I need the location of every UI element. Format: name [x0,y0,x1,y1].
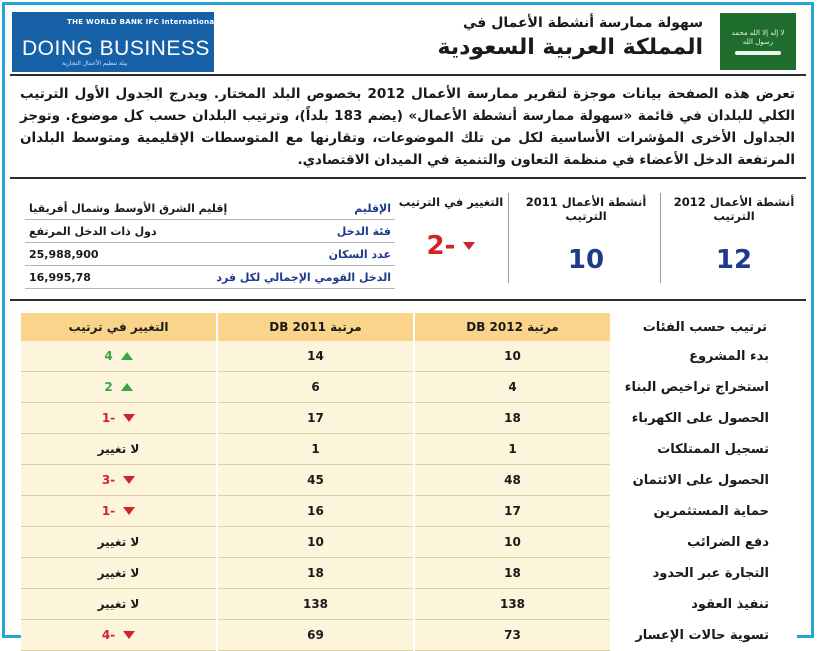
db2012-rank-cell: 138 [414,589,610,620]
category-cell: تنفيذ العقود [610,589,797,620]
rank-change-cell [21,465,217,496]
category-cell: استخراج تراخيص البناء [610,372,797,403]
table-header-row [21,313,797,341]
doing-business-logo [12,12,306,72]
db2011-rank-cell: 17 [217,403,414,434]
logo-top-line: THE WORLD BANK IFC International Finance Corporation [67,18,306,26]
rank-change-cell [21,620,217,651]
arrow-down-icon [123,476,135,484]
rank-change-box [397,195,505,289]
column-header-change: التغيير في ترتيب [21,313,217,341]
rank-change-value: لا تغيير [97,535,140,549]
rank-change-cell [21,527,217,558]
table-row [21,620,797,651]
saudi-flag-icon [720,13,796,70]
arrow-up-icon [121,352,133,360]
logo-tagline: بيئة تنظيم الأعمال التجارية [62,60,128,67]
region-info [25,197,395,289]
rank-change-wrap [98,535,140,549]
column-header-category: ترتيب حسب الفئات [610,313,797,341]
rank-change-value: لا تغيير [97,442,140,456]
flag-sword [735,51,781,55]
rankings-table [21,313,797,651]
category-cell: تسوية حالات الإعسار [610,620,797,651]
db2012-rank-cell: 48 [414,465,610,496]
arrow-down-icon [463,242,475,250]
db2011-rank-cell: 16 [217,496,414,527]
rank-change-wrap [98,442,140,456]
db2011-rank-cell: 14 [217,341,414,372]
region-value: 25,988,900 [29,247,99,261]
rank-change-cell [21,341,217,372]
region-value: إقليم الشرق الأوسط وشمال أفريقيا [29,201,228,215]
region-key: فئة الدخل [336,224,391,238]
region-key: الإقليم [354,201,391,215]
region-key: الدخل القومي الإجمالي لكل فرد [216,270,391,284]
table-row [21,558,797,589]
category-cell: بدء المشروع [610,341,797,372]
table-row [21,372,797,403]
rank-change-wrap [98,566,140,580]
db2011-rank-cell: 10 [217,527,414,558]
rank-change-cell [21,558,217,589]
rank-change-wrap [104,380,132,394]
region-row [25,243,395,266]
db2011-rank-cell: 69 [217,620,414,651]
category-cell: الحصول على الائتمان [610,465,797,496]
db2012-rank-cell: 17 [414,496,610,527]
rank-change-value: 4 [104,349,113,363]
category-cell: حماية المستثمرين [610,496,797,527]
region-row [25,266,395,289]
rank-2011-value: 10 [567,245,605,275]
arrow-down-icon [123,631,135,639]
rank-change-value: لا تغيير [97,566,140,580]
header-divider [10,74,806,76]
summary-panel [5,185,811,295]
arrow-down-icon [123,507,135,515]
category-cell: الحصول على الكهرباء [610,403,797,434]
table-row [21,434,797,465]
rank-change-value: 4- [101,628,116,642]
db2012-rank-cell: 4 [414,372,610,403]
db2011-rank-cell: 18 [217,558,414,589]
rank-change-value: 2- [426,231,456,261]
rank-2012-value: 12 [715,245,753,275]
rank-change-wrap [98,597,140,611]
rank-change-label: التغيير في الترتيب [398,195,504,209]
rank-change-wrap [102,628,135,642]
rank-2011-label: أنشطة الأعمال 2011 الترتيب [525,195,647,223]
rank-change-cell [21,372,217,403]
table-row [21,496,797,527]
rank-change-value: لا تغيير [97,597,140,611]
rank-2012-label: أنشطة الأعمال 2012 الترتيب [673,195,795,223]
region-row [25,197,395,220]
rank-change-cell [21,496,217,527]
rank-change-cell [21,403,217,434]
flag-script: لا إله إلا الله محمد رسول الله [731,28,785,46]
region-row [25,220,395,243]
rank-change-wrap [104,349,132,363]
db2012-rank-cell: 18 [414,403,610,434]
db2012-rank-cell: 1 [414,434,610,465]
rank-2012-box [665,195,803,289]
category-cell: التجارة عبر الحدود [610,558,797,589]
rank-change-value: 1- [101,504,116,518]
intro-divider [10,177,806,179]
region-value: 16,995,78 [29,270,91,284]
category-cell: دفع الضرائب [610,527,797,558]
db2011-rank-cell: 45 [217,465,414,496]
db2012-rank-cell: 10 [414,527,610,558]
rank-change-wrap [102,504,135,518]
intro-paragraph: تعرض هذه الصفحة بيانات موجزة لتقرير ممارسة الأعمال 2012 بخصوص البلد المختار. ويدرج الجدول الأول الترتيب الكلي للبلدان في قائمة «سهولة ممارسة أنشطة الأعمال» (يضم 183 بلداً)، وترتيب البلدان حسب كل موضوع. وتوجز الجداول الأخرى المؤشرات الأساسية لكل من تلك الموضوعات، وتقارنها مع المتوسطات الإقليمية ومتوسط البلدان المرتفعة الدخل الأعضاء في منظمة التعاون والتنمية في الميدان الاقتصادي. [20,86,795,168]
table-row [21,341,797,372]
logo-title: DOING BUSINESS [22,37,210,60]
category-cell: تسجيل الممتلكات [610,434,797,465]
table-row [21,527,797,558]
table-row [21,403,797,434]
rank-change-wrap [102,473,135,487]
rank-change-cell [21,589,217,620]
page-frame [2,2,814,643]
table-body [21,341,797,651]
db2012-rank-cell: 73 [414,620,610,651]
db2011-rank-cell: 138 [217,589,414,620]
rank-change-cell [21,434,217,465]
summary-divider [10,299,806,301]
rank-2011-box [513,195,659,289]
rank-change-wrap [102,411,135,425]
header-title [437,15,703,60]
db2012-rank-cell: 10 [414,341,610,372]
db2012-rank-cell: 18 [414,558,610,589]
rank-change-value: 2 [104,380,113,394]
rank-change-value: 3- [101,473,116,487]
table-row [21,589,797,620]
db2011-rank-cell: 1 [217,434,414,465]
arrow-up-icon [121,383,133,391]
region-value: دول ذات الدخل المرتفع [29,224,157,238]
rank-change-value-wrap [397,231,505,261]
arrow-down-icon [123,414,135,422]
table-row [21,465,797,496]
kpi-divider [508,193,509,283]
region-key: عدد السكان [328,247,391,261]
rank-change-value: 1- [101,411,116,425]
country-name: المملكة العربية السعودية [437,35,703,60]
column-header-db2011: DB 2011 مرتبة [217,313,414,341]
header-subtitle: سهولة ممارسة أنشطة الأعمال في [463,15,703,31]
column-header-db2012: DB 2012 مرتبة [414,313,610,341]
kpi-divider [660,193,661,283]
header [5,5,811,73]
db2011-rank-cell: 6 [217,372,414,403]
